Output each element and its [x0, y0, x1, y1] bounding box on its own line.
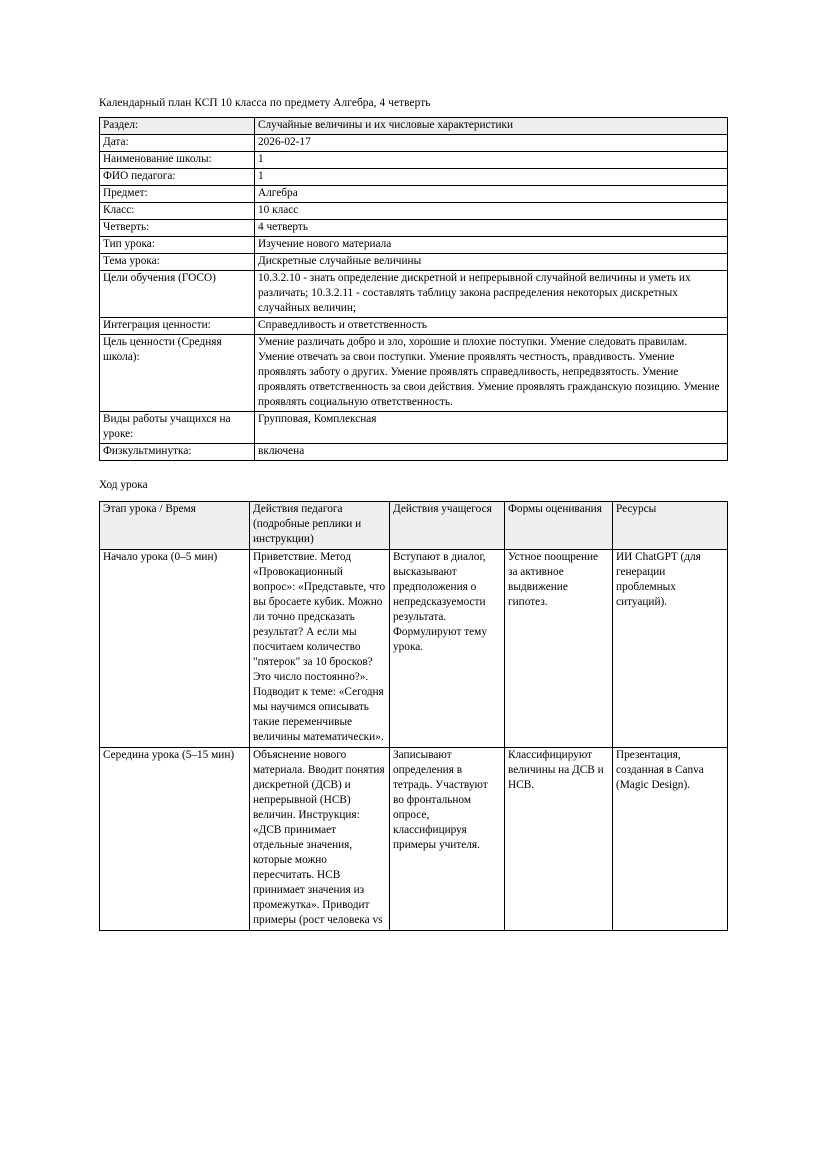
info-label-cell: Цель ценности (Средняя школа):: [100, 335, 255, 412]
lesson-flow-head: [100, 502, 728, 550]
cell-assessment: Классифицируют величины на ДСВ и НСВ.: [505, 748, 613, 931]
cell-stage: Середина урока (5–15 мин): [100, 748, 250, 931]
table-row: [100, 271, 728, 318]
table-row: [100, 220, 728, 237]
table-row: [100, 412, 728, 444]
table-row: [100, 186, 728, 203]
info-value-cell: 10 класс: [255, 203, 728, 220]
page-title: Календарный план КСП 10 класса по предмету Алгебра, 4 четверть: [99, 97, 431, 109]
info-value-cell: 4 четверть: [255, 220, 728, 237]
info-value-cell: Умение различать добро и зло, хорошие и плохие поступки. Умение следовать правилам. Умение отвечать за свои поступки. Умение проявлять честность, правдивость. Умение проявлять заботу о других. Умение проявлять справедливость, непредвзятость. Умение проявлять ответственность за свои действия. Умение проявлять гражданскую позицию. Умение проявлять социальную ответственность.: [255, 335, 728, 412]
lesson-info-body: [100, 118, 728, 461]
table-row: [100, 444, 728, 461]
info-value-cell: Дискретные случайные величины: [255, 254, 728, 271]
cell-resources: Презентация, созданная в Canva (Magic Design).: [613, 748, 728, 931]
column-header-assessment: Формы оценивания: [505, 502, 613, 550]
cell-teacher: Объяснение нового материала. Вводит понятия дискретной (ДСВ) и непрерывной (НСВ) величин. Инструкция: «ДСВ принимает отдельные значения, которые можно пересчитать. НСВ принимает значения из промежутка». Приводит примеры (рост человека vs: [250, 748, 390, 931]
cell-student: Вступают в диалог, высказывают предположения о непредсказуемости результата. Формулируют тему урока.: [390, 550, 505, 748]
info-value-cell: Групповая, Комплексная: [255, 412, 728, 444]
info-label-cell: Физкультминутка:: [100, 444, 255, 461]
table-row: [100, 237, 728, 254]
info-label-cell: ФИО педагога:: [100, 169, 255, 186]
table-row: [100, 203, 728, 220]
info-label-cell: Тип урока:: [100, 237, 255, 254]
table-row: [100, 254, 728, 271]
table-row: [100, 135, 728, 152]
table-row: [100, 318, 728, 335]
lesson-info-table: [99, 117, 728, 461]
info-label-cell: Тема урока:: [100, 254, 255, 271]
column-header-resources: Ресурсы: [613, 502, 728, 550]
info-value-cell: 1: [255, 152, 728, 169]
info-value-cell: Справедливость и ответственность: [255, 318, 728, 335]
column-header-stage: Этап урока / Время: [100, 502, 250, 550]
lesson-flow-heading: Ход урока: [99, 479, 148, 491]
table-row: [100, 335, 728, 412]
info-value-cell: Алгебра: [255, 186, 728, 203]
info-label-cell: Цели обучения (ГОСО): [100, 271, 255, 318]
info-label-cell: Наименование школы:: [100, 152, 255, 169]
info-label-cell: Класс:: [100, 203, 255, 220]
column-header-teacher: Действия педагога (подробные реплики и инструкции): [250, 502, 390, 550]
info-label-cell: Предмет:: [100, 186, 255, 203]
lesson-flow-table: [99, 501, 728, 931]
info-label-cell: Раздел:: [100, 118, 255, 135]
info-value-cell: Случайные величины и их числовые характеристики: [255, 118, 728, 135]
info-label-cell: Интеграция ценности:: [100, 318, 255, 335]
table-row: [100, 169, 728, 186]
info-label-cell: Дата:: [100, 135, 255, 152]
cell-stage: Начало урока (0–5 мин): [100, 550, 250, 748]
info-label-cell: Виды работы учащихся на уроке:: [100, 412, 255, 444]
table-row: [100, 118, 728, 135]
lesson-flow-body: [100, 550, 728, 931]
table-header-row: [100, 502, 728, 550]
cell-resources: ИИ ChatGPT (для генерации проблемных ситуаций).: [613, 550, 728, 748]
info-value-cell: 10.3.2.10 - знать определение дискретной и непрерывной случайной величины и уметь их различать; 10.3.2.11 - составлять таблицу закона распределения некоторых дискретных случайных величин;: [255, 271, 728, 318]
cell-teacher: Приветствие. Метод «Провокационный вопрос»: «Представьте, что вы бросаете кубик. Можно ли точно предсказать результат? А если мы посчитаем количество "пятерок" за 10 бросков? Это число постоянно?». Подводит к теме: «Сегодня мы научимся описывать такие переменчивые величины математически».: [250, 550, 390, 748]
table-row: [100, 550, 728, 748]
info-label-cell: Четверть:: [100, 220, 255, 237]
info-value-cell: 1: [255, 169, 728, 186]
info-value-cell: включена: [255, 444, 728, 461]
info-value-cell: Изучение нового материала: [255, 237, 728, 254]
info-value-cell: 2026-02-17: [255, 135, 728, 152]
cell-student: Записывают определения в тетрадь. Участвуют во фронтальном опросе, классифицируя примеры учителя.: [390, 748, 505, 931]
cell-assessment: Устное поощрение за активное выдвижение гипотез.: [505, 550, 613, 748]
table-row: [100, 748, 728, 931]
table-row: [100, 152, 728, 169]
column-header-student: Действия учащегося: [390, 502, 505, 550]
